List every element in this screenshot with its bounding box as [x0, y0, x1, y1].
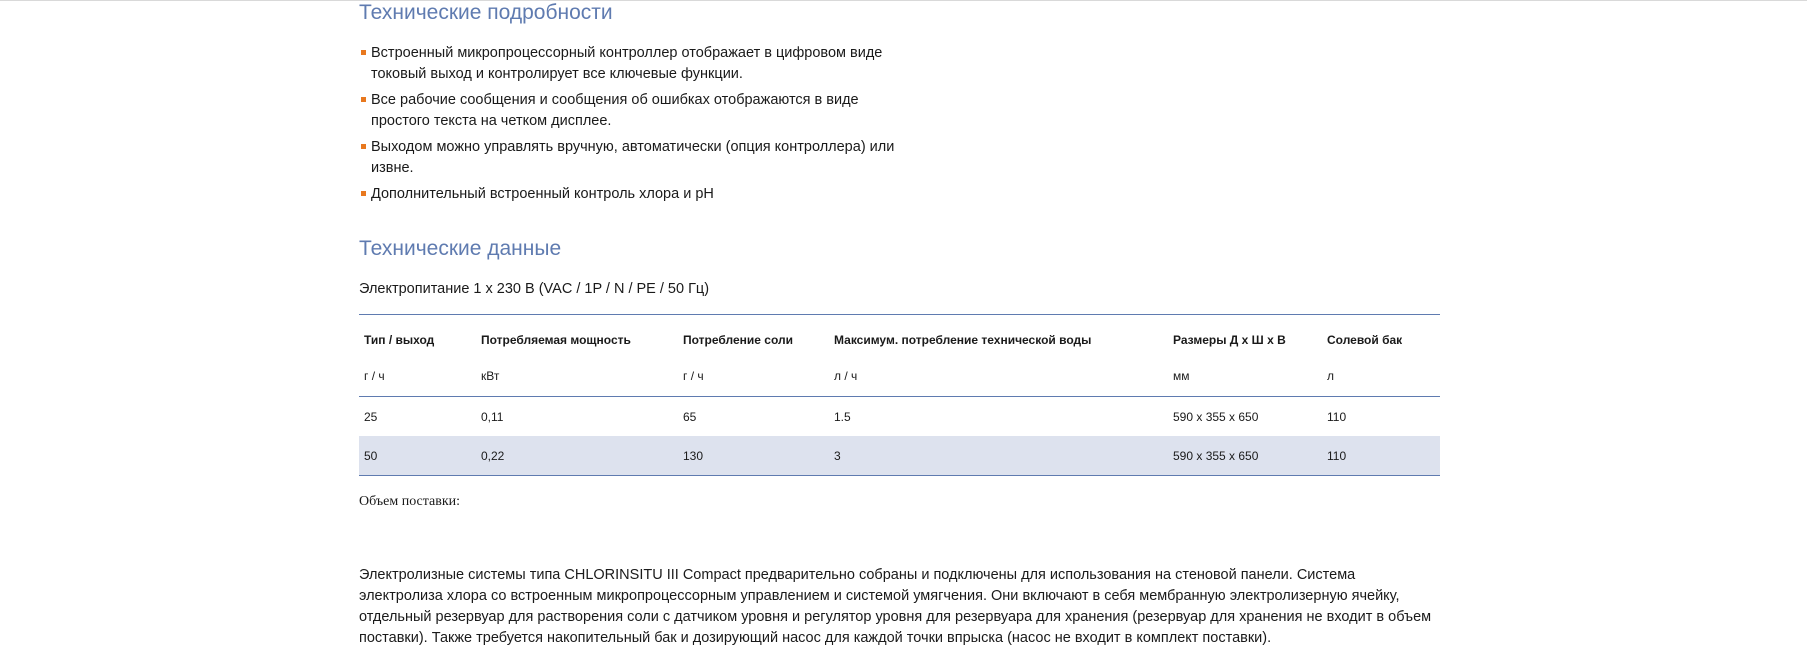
technical-data-table [359, 314, 1440, 476]
table-cell: 3 [829, 436, 1168, 476]
list-item [359, 184, 899, 205]
unit-cell: кВт [476, 355, 678, 397]
table-cell: 110 [1322, 436, 1440, 476]
table-row [359, 397, 1440, 437]
list-item-text: Дополнительный встроенный контроль хлора и pH [371, 186, 714, 202]
column-header: Потребляемая мощность [481, 333, 631, 347]
technical-data-heading: Технические данные [359, 237, 562, 260]
technical-details-heading: Технические подробности [359, 1, 613, 24]
table-cell: 25 [364, 409, 378, 424]
table-cell: 1.5 [834, 409, 851, 424]
bullet-square-icon [361, 191, 366, 196]
table-cell: 50 [359, 436, 476, 476]
power-supply-text: Электропитание 1 x 230 В (VAC / 1P / N / PE / 50 Гц) [359, 281, 710, 297]
list-item-text: Выходом можно управлять вручную, автоматически (опция контроллера) или извне. [371, 139, 895, 176]
delivery-scope-label: Объем поставки: [359, 494, 461, 509]
table-cell: 0,22 [476, 436, 678, 476]
bullet-square-icon [361, 144, 366, 149]
column-header: Потребление соли [683, 333, 793, 347]
product-description: Электролизные системы типа CHLORINSITU III Compact предварительно собраны и подключены для использования на стеновой панели. Система электролиза хлора со встроенным микропроцессорным управлением и системой умягчения. Они включают в себя мембранную электролизерную ячейку, отдельный резервуар для растворения соли с датчиком уровня и регулятор уровня для резервуара для хранения (резервуар для хранения не входит в объем поставки). Также требуется накопительный бак и дозирующий насос для каждой точки впрыска (насос не входит в комплект поставки). [359, 567, 1432, 646]
table-cell: 590 x 355 x 650 [1173, 409, 1259, 424]
table-row [359, 436, 1440, 476]
unit-cell: л / ч [829, 355, 1168, 397]
list-item [359, 137, 899, 179]
column-header: Тип / выход [364, 333, 435, 347]
bullet-square-icon [361, 50, 366, 55]
table-cell: 110 [1327, 409, 1347, 424]
list-item-text: Все рабочие сообщения и сообщения об ошибках отображаются в виде простого текста на четком дисплее. [371, 92, 859, 129]
table-cell: 0,11 [481, 409, 504, 424]
column-header: Максимум. потребление технической воды [834, 333, 1092, 347]
column-header: Размеры Д x Ш x В [1173, 333, 1286, 347]
table-units-row [359, 355, 1440, 397]
column-header: Солевой бак [1327, 333, 1403, 347]
list-item [359, 90, 899, 132]
unit-cell: мм [1168, 355, 1322, 397]
table-cell: 130 [678, 436, 829, 476]
list-item-text: Встроенный микропроцессорный контроллер отображает в цифровом виде токовый выход и контролирует все ключевые функции. [371, 45, 883, 82]
unit-cell: г / ч [678, 355, 829, 397]
table-cell: 590 x 355 x 650 [1168, 436, 1322, 476]
features-list [359, 43, 899, 210]
unit-cell: л [1322, 355, 1440, 397]
unit-cell: г / ч [359, 355, 476, 397]
bullet-square-icon [361, 97, 366, 102]
list-item [359, 43, 899, 85]
table-cell: 65 [683, 409, 697, 424]
top-divider [0, 0, 1807, 1]
table-header-row [359, 315, 1440, 356]
